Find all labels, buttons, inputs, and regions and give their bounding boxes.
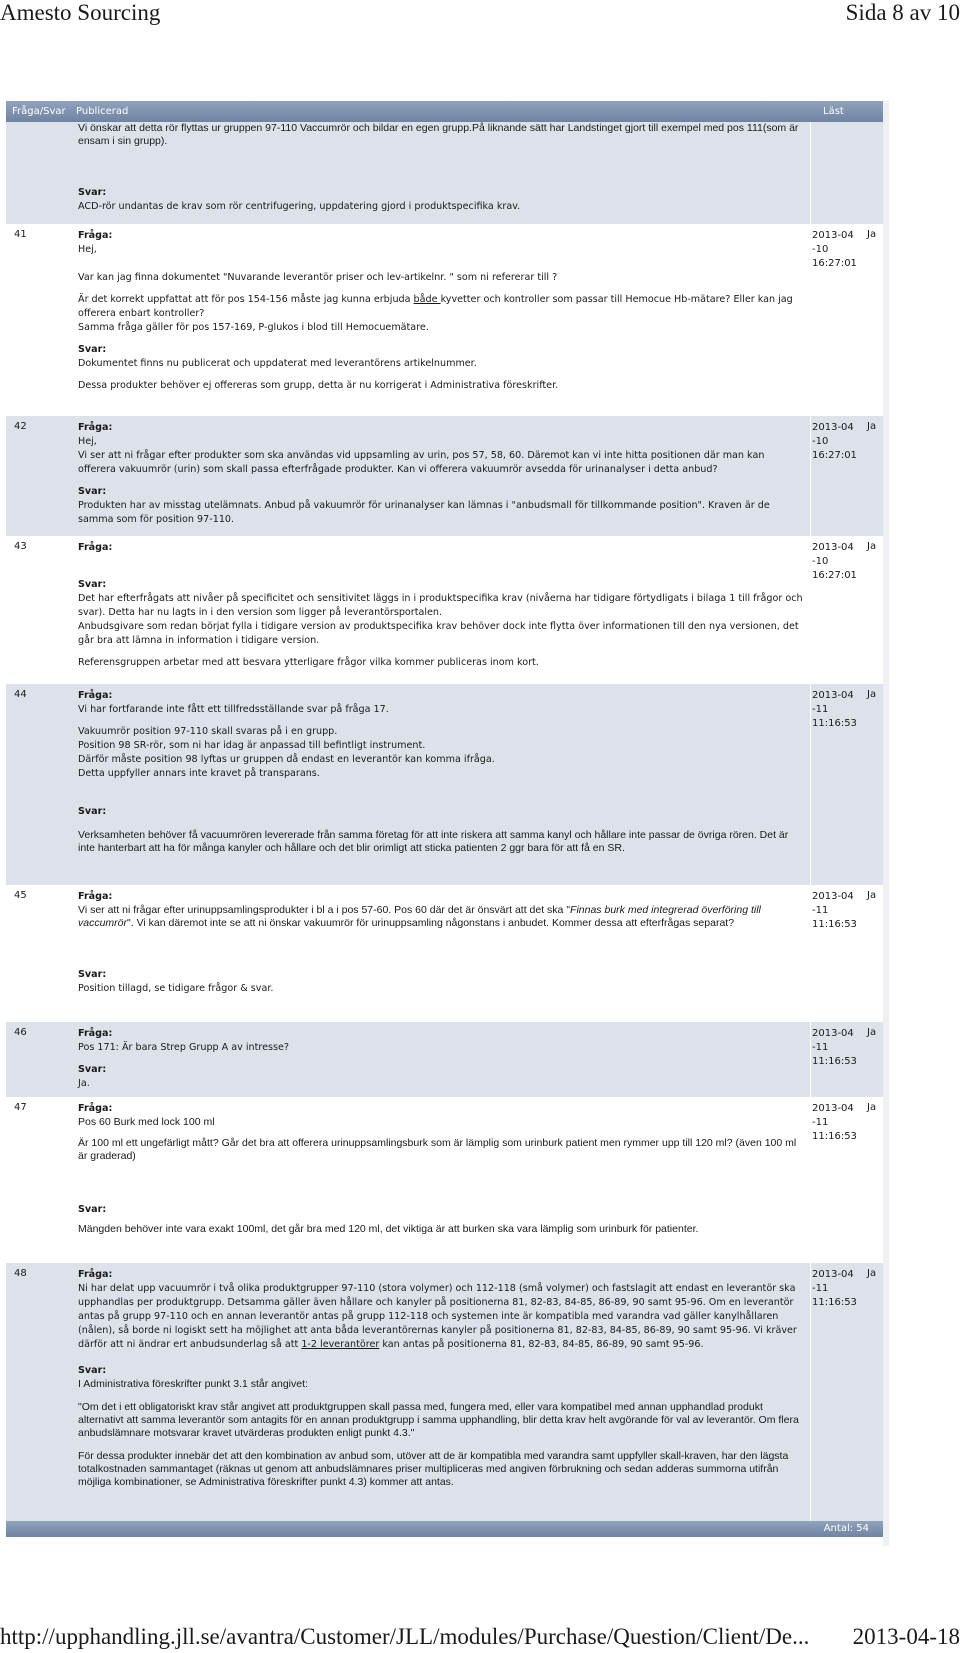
read-status: Ja xyxy=(867,890,877,901)
answer-text: Position tillagd, se tidigare frågor & svar. xyxy=(78,983,274,994)
answer-text: Anbudsgivare som redan börjat fylla i tidigare version av produktspecifika krav behöver dock inte flytta över informationen till den nya versionen, det går bra att lämna in information i tidigare version. xyxy=(78,621,799,646)
question-label: Fråga: xyxy=(78,1269,113,1280)
row-number: 42 xyxy=(14,421,27,432)
row-number: 41 xyxy=(14,229,27,240)
question-block xyxy=(78,1027,803,1091)
question-label: Fråga: xyxy=(78,690,113,701)
answer-text: Ja. xyxy=(78,1078,90,1089)
table-row xyxy=(6,1022,883,1097)
question-text: Var kan jag finna dokumentet "Nuvarande leverantör priser och lev-artikelnr. " som ni refererar till ? xyxy=(78,272,558,283)
table-row xyxy=(6,1097,883,1263)
column-separator xyxy=(810,416,811,536)
answer-text: Det har efterfrågats att nivåer på specificitet och sensitivitet läggs in i produktspecifika krav (nivåerna har tidigare förtydligats i bilaga 1 till frågor och svar). Detta har nu lagts in i den version som ligger på leverantörsportalen. xyxy=(78,593,803,618)
answer-label: Svar: xyxy=(78,486,107,497)
read-status: Ja xyxy=(867,689,877,700)
question-text: Är det korrekt uppfattat att för pos 154-156 måste jag kunna erbjuda både kyvetter och kontroller som passar till Hemocue Hb-mätare? Eller kan jag offerera enbart kontroller? xyxy=(78,294,793,319)
question-block xyxy=(78,421,803,527)
row-number: 47 xyxy=(14,1102,27,1113)
column-header-qa[interactable]: Fråga/Svar xyxy=(12,106,66,117)
answer-label: Svar: xyxy=(78,1064,107,1075)
answer-label: Svar: xyxy=(78,1204,107,1215)
answer-label: Svar: xyxy=(78,1365,107,1376)
qa-grid xyxy=(6,101,883,1537)
question-text: Vi önskar att detta rör flyttas ur gruppen 97-110 Vaccumrör och bildar en egen grupp.På liknande sätt har Landstinget gjort till exempel med pos 111(som är ensam i sin grupp). xyxy=(78,122,799,147)
row-number: 46 xyxy=(14,1027,27,1038)
answer-text: I Administrativa föreskrifter punkt 3.1 står angivet: xyxy=(78,1378,308,1390)
published-date: 2013-04 -11 11:16:53 xyxy=(812,690,857,729)
question-text: Vi ser att ni frågar efter produkter som ska användas vid uppsamling av urin, pos 57, 58, 60. Däremot kan vi inte hitta positionen där man kan offerera vakuumrör (urin) som skall passa efterfrågade produkter. Kan vi offerera vakuumrör avsedda för urinanalyser i detta anbud? xyxy=(78,450,765,475)
question-block xyxy=(78,1102,803,1236)
answer-label: Svar: xyxy=(78,969,107,980)
question-block xyxy=(78,890,803,996)
total-count: Antal: 54 xyxy=(823,1523,869,1534)
answer-text: Referensgruppen arbetar med att besvara ytterligare frågor vilka kommer publiceras inom kort. xyxy=(78,657,539,668)
question-text: Hej, xyxy=(78,244,97,255)
question-label: Fråga: xyxy=(78,1028,113,1039)
grid-footer xyxy=(6,1521,883,1537)
answer-block xyxy=(78,186,803,214)
question-label: Fråga: xyxy=(78,891,113,902)
question-text: Vi ser att ni frågar efter urinuppsamlingsprodukter i bl a i pos 57-60. Pos 60 där det är önsvärt att det ska "Finnas burk med integrerad överföring till vaccumrör". Vi kan däremot inte se att ni önskar vakuumrör för urinuppsamling någonstans i anbudet. Kommer dessa att efterfrågas separat? xyxy=(78,904,761,929)
question-label: Fråga: xyxy=(78,542,113,553)
grid-header xyxy=(6,101,883,122)
read-status: Ja xyxy=(867,541,877,552)
question-text: Därför måste position 98 lyftas ur gruppen då endast en leverantör kan komma ifråga. xyxy=(78,754,495,765)
question-text: Vi har fortfarande inte fått ett tillfredsställande svar på fråga 17. xyxy=(78,704,389,715)
answer-text: Produkten har av misstag utelämnats. Anbud på vakuumrör för urinanalyser kan lämnas i "anbudsmall för tillkommande position". Kraven är de samma som för position 97-110. xyxy=(78,500,770,525)
table-row xyxy=(6,684,883,885)
print-date: 2013-04-18 xyxy=(852,1624,960,1649)
row-number: 48 xyxy=(14,1268,27,1279)
table-row xyxy=(6,536,883,684)
page-number: Sida 8 av 10 xyxy=(845,0,960,25)
question-text: Pos 60 Burk med lock 100 ml xyxy=(78,1116,215,1128)
question-text: Pos 171: Är bara Strep Grupp A av intresse? xyxy=(78,1042,290,1053)
published-date: 2013-04 -11 11:16:53 xyxy=(812,891,857,930)
table-row xyxy=(6,1263,883,1521)
question-block xyxy=(78,541,803,670)
read-status: Ja xyxy=(867,1027,877,1038)
question-block xyxy=(78,1268,803,1489)
answer-label: Svar: xyxy=(78,344,107,355)
page-url: http://upphandling.jll.se/avantra/Customer/JLL/modules/Purchase/Question/Client/De... xyxy=(0,1624,810,1649)
published-date: 2013-04 -10 16:27:01 xyxy=(812,422,857,461)
answer-text: Mängden behöver inte vara exakt 100ml, det går bra med 120 ml, det viktiga är att burken ska vara lämplig som urinburk för patienter. xyxy=(78,1223,699,1235)
question-text: Detta uppfyller annars inte kravet på transparans. xyxy=(78,768,320,779)
question-text: Position 98 SR-rör, som ni har idag är anpassad till befintligt instrument. xyxy=(78,740,426,751)
column-separator xyxy=(810,1022,811,1097)
question-label: Fråga: xyxy=(78,1103,113,1114)
question-label: Fråga: xyxy=(78,422,113,433)
column-separator xyxy=(810,1263,811,1521)
table-row xyxy=(6,885,883,1022)
column-header-read[interactable]: Läst xyxy=(823,106,844,117)
published-date: 2013-04 -10 16:27:01 xyxy=(812,230,857,269)
answer-text: ACD-rör undantas de krav som rör centrifugering, uppdatering gjord i produktspecifika krav. xyxy=(78,201,521,212)
table-row xyxy=(6,224,883,416)
table-row xyxy=(6,416,883,536)
answer-text: För dessa produkter innebär det att den kombination av anbud som, utöver att de är kompatibla med varandra samt uppfyller skall-kraven, har den lägsta totalkostnaden sammantaget (räknas ut genom att anbudslämnares priser multipliceras med angiven förbrukning och sedan adderas summorna utifrån möjliga kombinationer, se Administrativa föreskrifter punkt 4.3) kommer att antas. xyxy=(78,1450,789,1488)
row-number: 45 xyxy=(14,890,27,901)
column-separator xyxy=(810,684,811,885)
question-text: Vakuumrör position 97-110 skall svaras på i en grupp. xyxy=(78,726,338,737)
question-text: Ni har delat upp vacuumrör i två olika produktgrupper 97-110 (stora volymer) och 112-118 (små volymer) och fastslagit att endast en leverantör ska upphandlas per produktgrupp. Detsamma gäller även hållare och kanyler på positionerna 81, 82-83, 84-85, 86-89, 90 samt 95-96. Om en leverantör antas på grupp 97-110 och en annan leverantör antas på grupp 112-118 och systemen inte är kompatibla med varandra vad gäller kanylhållaren (nålen), så borde ni logiskt sett ha möjlighet att anta båda leverantörernas kanyler på positionerna 81, 82-83, 84-85, 86-89, 90 samt 95-96. Vi kräver därför att ni ändrar ert anbudsunderlag så att 1-2 leverantörer kan antas på positionerna 81, 82-83, 84-85, 86-89, 90 samt 95-96. xyxy=(78,1283,797,1350)
grid-right-border xyxy=(883,101,889,1546)
page-header-title: Amesto Sourcing xyxy=(0,0,161,25)
question-label: Fråga: xyxy=(78,230,113,241)
read-status: Ja xyxy=(867,229,877,240)
question-text: Hej, xyxy=(78,436,97,447)
read-status: Ja xyxy=(867,1268,877,1279)
answer-text: "Om det i ett obligatoriskt krav står angivet att produktgruppen skall passa med, fungera med, eller vara kompatibel med annan upphandlad produkt alternativt att samma leverantör som antagits för en annan produktgrupp i samma upphandling, blir detta krav helt avgörande för val av leverantör. Om flera anbudslämnare motsvarar kravet utvärderas produkten enligt punkt 4.3." xyxy=(78,1401,799,1439)
answer-text: Dokumentet finns nu publicerat och uppdaterat med leverantörens artikelnummer. xyxy=(78,358,477,369)
table-row-continued xyxy=(6,122,883,224)
row-number: 43 xyxy=(14,541,27,552)
question-text: Samma fråga gäller för pos 157-169, P-glukos i blod till Hemocuemätare. xyxy=(78,322,429,333)
published-date: 2013-04 -11 11:16:53 xyxy=(812,1103,857,1142)
published-date: 2013-04 -11 11:16:53 xyxy=(812,1269,857,1308)
published-date: 2013-04 -10 16:27:01 xyxy=(812,542,857,581)
question-block xyxy=(78,229,803,393)
answer-text: Dessa produkter behöver ej offereras som grupp, detta är nu korrigerat i Administrativa föreskrifter. xyxy=(78,380,559,391)
answer-label: Svar: xyxy=(78,187,107,198)
answer-text: Verksamheten behöver få vacuumrören levererade från samma företag för att inte riskera att samma kanyl och hållare inte passar de övriga rören. Det är inte hanterbart att ha för många kanyler och hållare och det blir orimligt att sticka patienten 2 ggr bara för att få en SR. xyxy=(78,829,789,854)
question-block xyxy=(78,689,803,855)
question-text: Är 100 ml ett ungefärligt mått? Går det bra att offerera urinuppsamlingsburk som är lämplig som urinburk patient men rymmer upp till 120 ml? (även 100 ml är graderad) xyxy=(78,1137,797,1162)
column-header-published[interactable]: Publicerad xyxy=(76,106,129,117)
read-status: Ja xyxy=(867,1102,877,1113)
published-date: 2013-04 -11 11:16:53 xyxy=(812,1028,857,1067)
read-status: Ja xyxy=(867,421,877,432)
column-separator xyxy=(810,122,811,224)
answer-label: Svar: xyxy=(78,579,107,590)
row-number: 44 xyxy=(14,689,27,700)
answer-label: Svar: xyxy=(78,806,107,817)
